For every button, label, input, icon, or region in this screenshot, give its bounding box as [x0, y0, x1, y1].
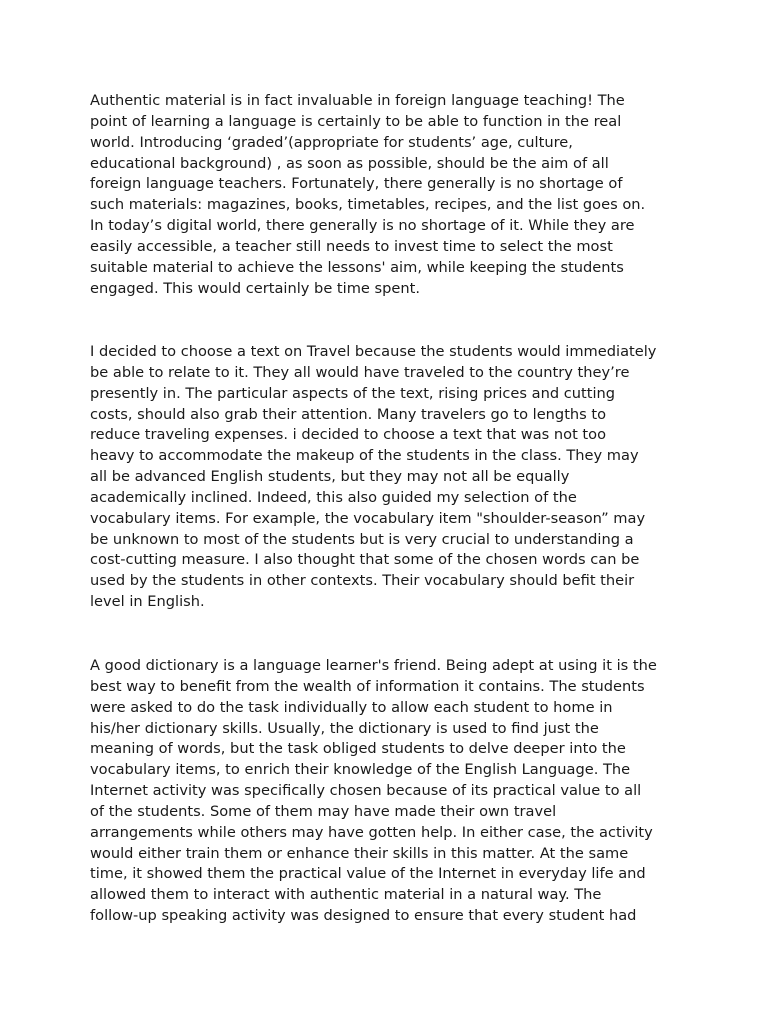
paragraph-dictionary: A good dictionary is a language learner's friend. Being adept at using it is the best way to benefit from the wealth of information it contains. The students were asked to do the task individually to allow each student to home in his/her dictionary skills. Usually, the dictionary is used to find just the meaning of words, but the task obliged students to delve deeper into the vocabulary items, to enrich their knowledge of the English Language. The Internet activity was specifically chosen because of its practical value to all of the students. Some of them may have made their own travel arrangements while others may have gotten help. In either case, the activity would either train them or enhance their skills in this matter. At the same time, it showed them the practical value of the Internet in everyday life and allowed them to interact with authentic material in a natural way. The follow-up speaking activity was designed to ensure that every student had [90, 657, 657, 925]
paragraph-travel-text: I decided to choose a text on Travel because the students would immediately be able to relate to it. They all would have traveled to the country they’re presently in. The particular aspects of the text, rising prices and cutting costs, should also grab their attention. Many travelers go to lengths to reduce traveling expenses. i decided to choose a text that was not too heavy to accommodate the makeup of the students in the class. They may all be advanced English students, but they may not all be equally academically inclined. Indeed, this also guided my selection of the vocabulary items. For example, the vocabulary item "shoulder-season” may be unknown to most of the students but is very crucial to understanding a cost-cutting measure. I also thought that some of the chosen words can be used by the students in other contexts. Their vocabulary should befit their level in English. [90, 343, 657, 611]
paragraph-authentic-material: Authentic material is in fact invaluable in foreign language teaching! The point of learning a language is certainly to be able to function in the real world. Introducing ‘graded’(appropriate for students’ age, culture, educational background) , as soon as possible, should be the aim of all foreign language teachers. Fortunately, there generally is no shortage of such materials: magazines, books, timetables, recipes, and the list goes on. In today’s digital world, there generally is no shortage of it. While they are easily accessible, a teacher still needs to invest time to select the most suitable material to achieve the lessons' aim, while keeping the students engaged. This would certainly be time spent. [90, 92, 646, 297]
